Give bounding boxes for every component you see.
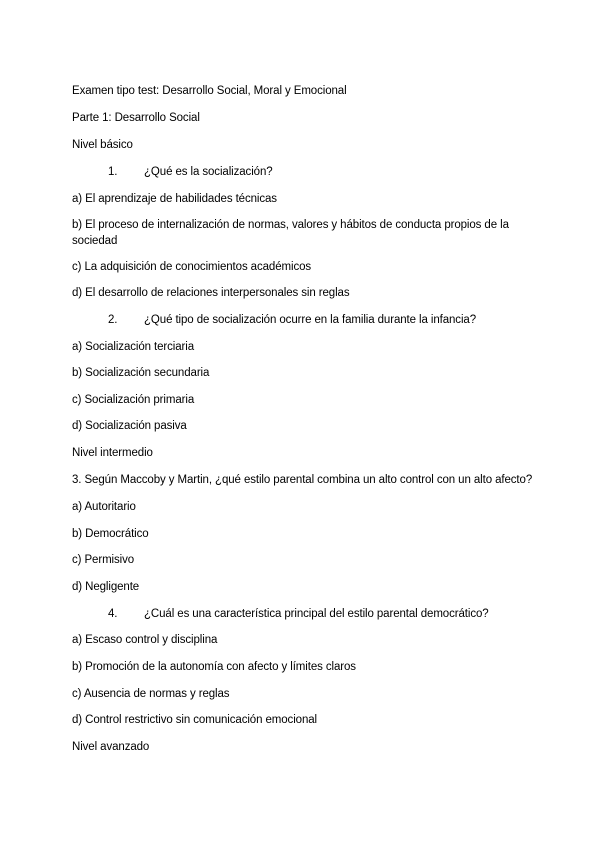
level-heading-basic: Nivel básico [72, 139, 133, 151]
question-text: ¿Qué es la socialización? [144, 166, 273, 178]
answer-option: c) Permisivo [72, 554, 135, 566]
answer-option: d) Negligente [72, 581, 140, 593]
question-text: ¿Cuál es una característica principal del estilo parental democrático? [144, 608, 489, 620]
answer-option: b) Democrático [72, 528, 149, 540]
answer-option: c) La adquisición de conocimientos académicos [72, 261, 312, 273]
answer-option: a) Socialización terciaria [72, 341, 195, 353]
question-number: 4. [108, 608, 118, 620]
answer-option: c) Socialización primaria [72, 394, 195, 406]
question-number: 2. [108, 314, 118, 326]
answer-option: d) El desarrollo de relaciones interpersonales sin reglas [72, 287, 350, 299]
answer-option: a) Autoritario [72, 501, 136, 513]
question-number: 1. [108, 166, 118, 178]
part-heading: Parte 1: Desarrollo Social [72, 112, 200, 124]
answer-option: b) Socialización secundaria [72, 367, 210, 379]
answer-option: c) Ausencia de normas y reglas [72, 688, 230, 700]
answer-option: d) Socialización pasiva [72, 420, 187, 432]
level-heading-advanced: Nivel avanzado [72, 741, 150, 753]
answer-option: a) El aprendizaje de habilidades técnicas [72, 193, 277, 205]
document-title: Examen tipo test: Desarrollo Social, Moral y Emocional [72, 85, 347, 97]
level-heading-intermediate: Nivel intermedio [72, 447, 153, 459]
answer-option: d) Control restrictivo sin comunicación emocional [72, 714, 318, 726]
answer-option: b) Promoción de la autonomía con afecto y límites claros [72, 661, 356, 673]
question-text: ¿Qué tipo de socialización ocurre en la familia durante la infancia? [144, 314, 477, 326]
answer-option: b) El proceso de internalización de normas, valores y hábitos de conducta propios de la sociedad [72, 219, 509, 247]
question-text: 3. Según Maccoby y Martin, ¿qué estilo parental combina un alto control con un alto afecto? [72, 474, 533, 486]
answer-option: a) Escaso control y disciplina [72, 634, 218, 646]
